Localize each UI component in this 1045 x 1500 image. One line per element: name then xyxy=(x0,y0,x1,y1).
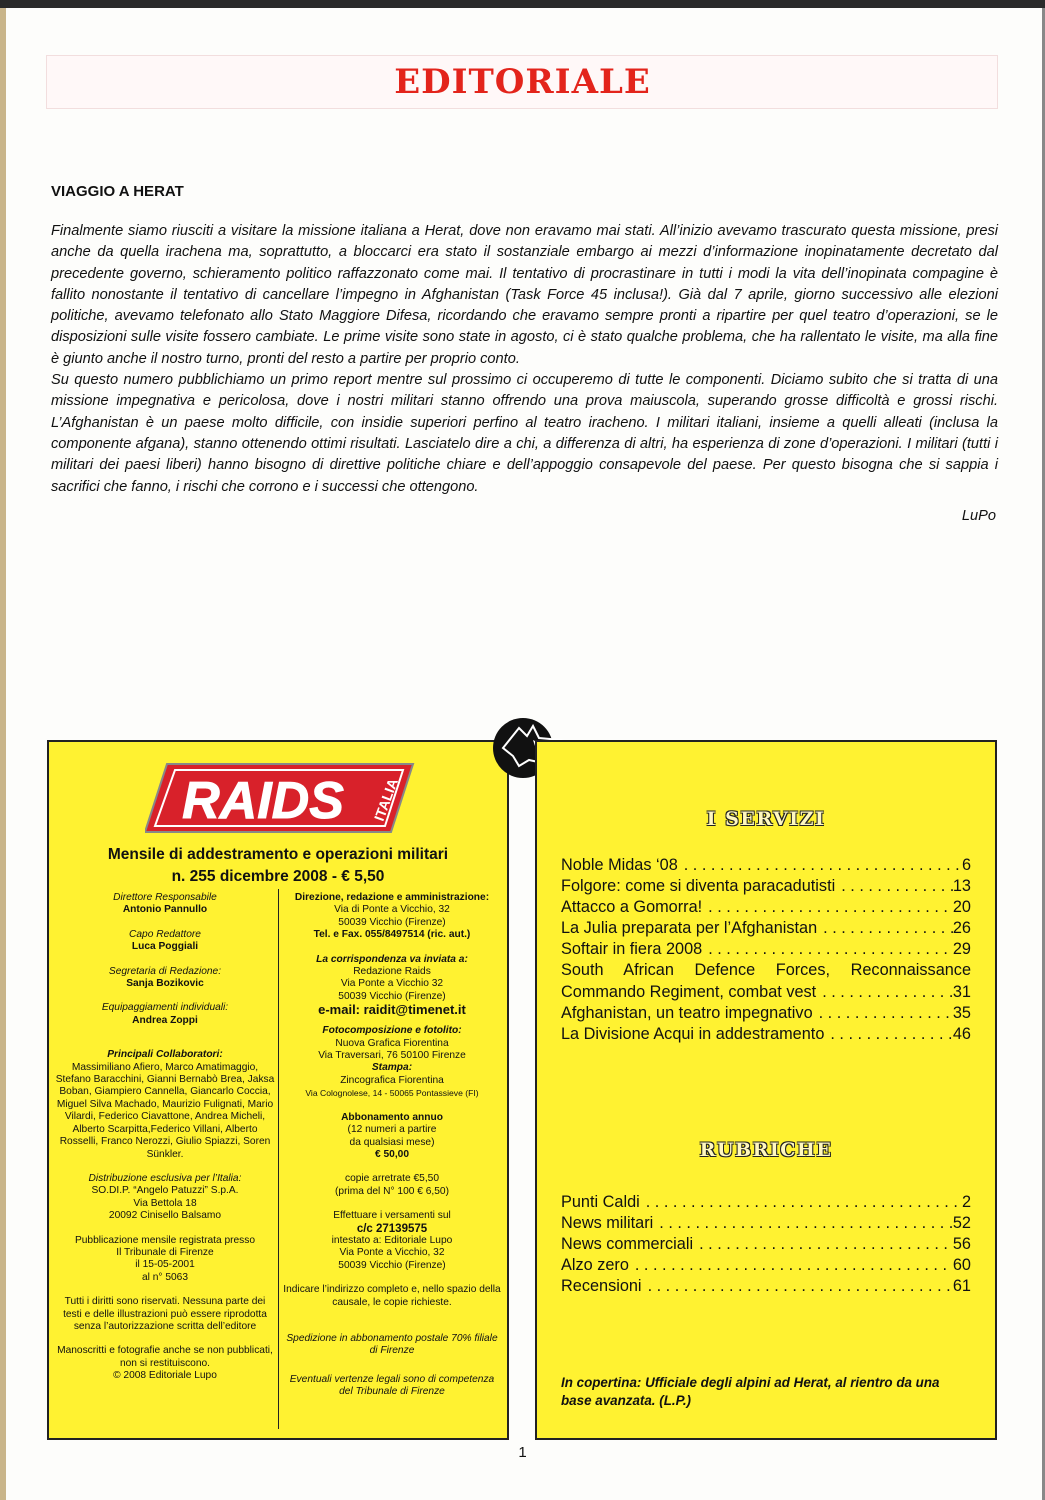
subscription-line-2: da qualsiasi mese) xyxy=(349,1136,435,1148)
rights-notice: Tutti i diritti sono riservati. Nessuna parte dei testi e delle illustrazioni può essere riprodotta senza l’autorizzazione scritta dell’editore xyxy=(63,1296,267,1332)
toc-item: News militari . . . 52 xyxy=(561,1213,971,1234)
logo-subtext: ITALIA xyxy=(370,776,401,824)
masthead-subtitle: Mensile di addestramento e operazioni militari xyxy=(107,846,449,863)
chief-editor-name: Luca Poggiali xyxy=(131,941,199,953)
cover-caption: In copertina: Ufficiale degli alpini ad Herat, al rientro da una base avanzata. (L.P.) xyxy=(561,1375,940,1408)
toc-item: Punti Caldi . . . 2 xyxy=(561,1192,971,1213)
indicate-notice: Indicare l’indirizzo completo e, nello spazio della causale, le copie richieste. xyxy=(283,1284,501,1308)
toc-item: La Julia preparata per l’Afghanistan . . . 26 xyxy=(561,918,971,939)
toc-item: Afghanistan, un teatro impegnativo . . . 35 xyxy=(561,1003,971,1024)
logo-text: RAIDS xyxy=(182,772,344,830)
chief-editor-label: Capo Redattore xyxy=(129,928,201,940)
editorial-heading: VIAGGIO A HERAT xyxy=(51,183,184,200)
correspondence-line-2: Via Ponte a Vicchio 32 xyxy=(340,978,444,990)
distribution-line-3: 20092 Cinisello Balsamo xyxy=(108,1210,222,1222)
payment-line-1: Effettuare i versamenti sul xyxy=(333,1210,451,1222)
toc-item: Alzo zero . . . 60 xyxy=(561,1255,971,1276)
copyright: © 2008 Editoriale Lupo xyxy=(113,1370,217,1382)
subscription-line-1: (12 numeri a partire xyxy=(347,1124,437,1136)
raids-logo xyxy=(145,762,415,834)
toc-item: South African Defence Forces, Reconnaissance xyxy=(561,961,971,980)
correspondence-label: La corrispondenza va inviata a: xyxy=(316,953,468,965)
printing-line-2: Via Colognolese, 14 - 50065 Pontassieve (FI) xyxy=(305,1088,479,1099)
column-divider xyxy=(278,889,279,1429)
director-label: Direttore Responsabile xyxy=(113,892,217,903)
editorial-signature: LuPo xyxy=(961,508,996,524)
rubriche-list xyxy=(561,1192,971,1297)
equipment-name: Andrea Zoppi xyxy=(132,1014,198,1026)
postal-notice: Spedizione in abbonamento postale 70% filiale di Firenze xyxy=(286,1332,498,1357)
photocomposition-line-1: Nuova Grafica Fiorentina xyxy=(335,1037,449,1049)
back-issues-line-1: copie arretrate €5,50 xyxy=(344,1173,439,1185)
payment-line-4: 50039 Vicchio (Firenze) xyxy=(338,1259,446,1271)
rubriche-title: RUBRICHE xyxy=(699,1139,833,1161)
direction-line-1: Via di Ponte a Vicchio, 32 xyxy=(334,904,450,916)
direction-line-2: 50039 Vicchio (Firenze) xyxy=(338,916,446,928)
printing-label: Stampa: xyxy=(371,1062,413,1074)
toc-item: Commando Regiment, combat vest . . . 31 xyxy=(561,982,971,1003)
editorial-paragraph-1: Finalmente siamo riusciti a visitare la missione italiana a Herat, dove non eravamo mai stati. All’inizio avevamo trascurato questa missione, presi anche da quella irachena ma, soprattutto, a bloccarci era stato il sostanziale embargo ai mezzi d’informazione inopinatamente decretato dal precedente governo, schieramento politico raffazzonato come mai. Il tentativo di procrastinare in tutti i modi la vita dell’inopinata compagine è fallito nonostante il tentativo di cancellare l’impegno in Afghanistan (Task Force 45 inclusa!). Già dal 7 aprile, giorno successivo alle elezioni politiche, avevamo telefonato allo Stato Maggiore Difesa, ricordando che eravamo sempre pronti a ripartire per quel teatro d’operazioni, se le disposizioni sulle visite fossero cambiate. Le prime visite sono state in agosto, ci è stato qualche problema, che ha rallentato le visite, ma alla fine è giunto anche il nostro turno, pronti del resto a partire per proprio conto. xyxy=(51,223,998,367)
distribution-label: Distribuzione esclusiva per l’Italia: xyxy=(88,1172,242,1184)
equipment-label: Equipaggiamenti individuali: xyxy=(101,1002,229,1014)
photocomposition-line-2: Via Traversari, 76 50100 Firenze xyxy=(318,1050,466,1062)
registration-line-2: Il Tribunale di Firenze xyxy=(116,1246,214,1258)
printing-line-1: Zincografica Fiorentina xyxy=(340,1074,444,1086)
collaborators-label: Principali Collaboratori: xyxy=(107,1049,223,1061)
masthead-issue: n. 255 dicembre 2008 - € 5,50 xyxy=(171,868,385,885)
subscription-price: € 50,00 xyxy=(375,1148,409,1160)
distribution-line-1: SO.DI.P. “Angelo Patuzzi” S.p.A. xyxy=(91,1185,239,1197)
payment-line-3: Via Ponte a Vicchio, 32 xyxy=(339,1247,445,1259)
back-issues-line-2: (prima del N° 100 € 6,50) xyxy=(335,1185,449,1197)
registration-line-1: Pubblicazione mensile registrata presso xyxy=(74,1234,256,1246)
correspondence-line-1: Redazione Raids xyxy=(353,966,431,978)
services-list xyxy=(561,855,971,1045)
toc-item: Folgore: come si diventa paracadutisti . . . 13 xyxy=(561,876,971,897)
toc-item: La Divisione Acqui in addestramento . . . 46 xyxy=(561,1024,971,1045)
director-name: Antonio Pannullo xyxy=(122,904,208,916)
photocomposition-label: Fotocomposizione e fotolito: xyxy=(322,1025,462,1037)
payment-line-2: intestato a: Editoriale Lupo xyxy=(331,1234,453,1246)
page-number: 1 xyxy=(518,1444,527,1461)
email-address: e-mail: raidit@timenet.it xyxy=(318,1002,466,1018)
masthead-right-column xyxy=(283,892,501,1411)
direction-label: Direzione, redazione e amministrazione: xyxy=(294,892,490,903)
masthead-left-column xyxy=(55,892,275,1395)
services-title: I SERVIZI xyxy=(706,808,826,830)
editorial-paragraph-2: Su questo numero pubblichiamo un primo report mentre sul prossimo ci occuperemo di tutte le componenti. Diciamo subito che si tratta di una missione impegnativa e pericolosa, dove i nostri militari stanno offrendo una prova maiuscola, superando grosse difficoltà e grossi rischi. L’Afghanistan è un paese molto difficile, con insidie superiori perfino al teatro iracheno. I militari italiani, insieme a quelli alleati (inclusa la componente afgana), stanno ottenendo ottimi risultati. Lasciatelo dire a chi, a differenza di altri, ha esperienza di zone d’operazioni. I militari (tutti i militari dei paesi liberi) hanno bisogno di direttive politiche chiare e dell’appoggio consapevole del paese. Per questo bisogna che si sappia i sacrifici che fanno, i rischi che corrono e i successi che ottengono. xyxy=(51,372,998,495)
manuscripts-notice: Manoscritti e fotografie anche se non pubblicati, non si restituiscono. xyxy=(57,1345,273,1369)
distribution-line-2: Via Bettola 18 xyxy=(133,1197,197,1209)
legal-notice: Eventuali vertenze legali sono di competenza del Tribunale di Firenze xyxy=(289,1373,495,1398)
scan-left-edge xyxy=(0,8,6,1500)
toc-item: Noble Midas ‘08 . . . 6 xyxy=(561,855,971,876)
toc-item: News commerciali . . . 56 xyxy=(561,1234,971,1255)
registration-line-3: il 15-05-2001 xyxy=(135,1259,195,1271)
secretary-name: Sanja Bozikovic xyxy=(126,978,204,990)
toc-item: Recensioni . . . 61 xyxy=(561,1276,971,1297)
toc-item: Softair in fiera 2008 . . . 29 xyxy=(561,939,971,960)
payment-account: c/c 27139575 xyxy=(356,1222,428,1235)
direction-phone: Tel. e Fax. 055/8497514 (ric. aut.) xyxy=(313,929,471,941)
subscription-label: Abbonamento annuo xyxy=(341,1111,443,1123)
editorial-title: EDITORIALE xyxy=(394,62,651,102)
registration-line-4: al n° 5063 xyxy=(142,1271,188,1283)
masthead-box xyxy=(47,740,509,1440)
editorial-body xyxy=(51,221,998,498)
collaborators-names: Massimiliano Afiero, Marco Amatimaggio, Stefano Baracchini, Gianni Bernabò Brea, Jaksa Boban, Giampiero Cannella, Giancarlo Coccia, Miguel Silva Machado, Maurizio Fulignati, Mario Vilardi, Federico Ciavattone, Andrea Micheli, Alberto Scarpitta,Federico Villani, Alberto Rosselli, Franco Nerozzi, Giulio Spiazzi, Soren Sünkler. xyxy=(55,1061,275,1160)
scan-top-edge xyxy=(0,0,1045,8)
secretary-label: Segretaria di Redazione: xyxy=(108,965,222,977)
toc-item: Attacco a Gomorra! . . . 20 xyxy=(561,897,971,918)
correspondence-line-3: 50039 Vicchio (Firenze) xyxy=(338,990,446,1002)
contents-box xyxy=(535,740,997,1440)
